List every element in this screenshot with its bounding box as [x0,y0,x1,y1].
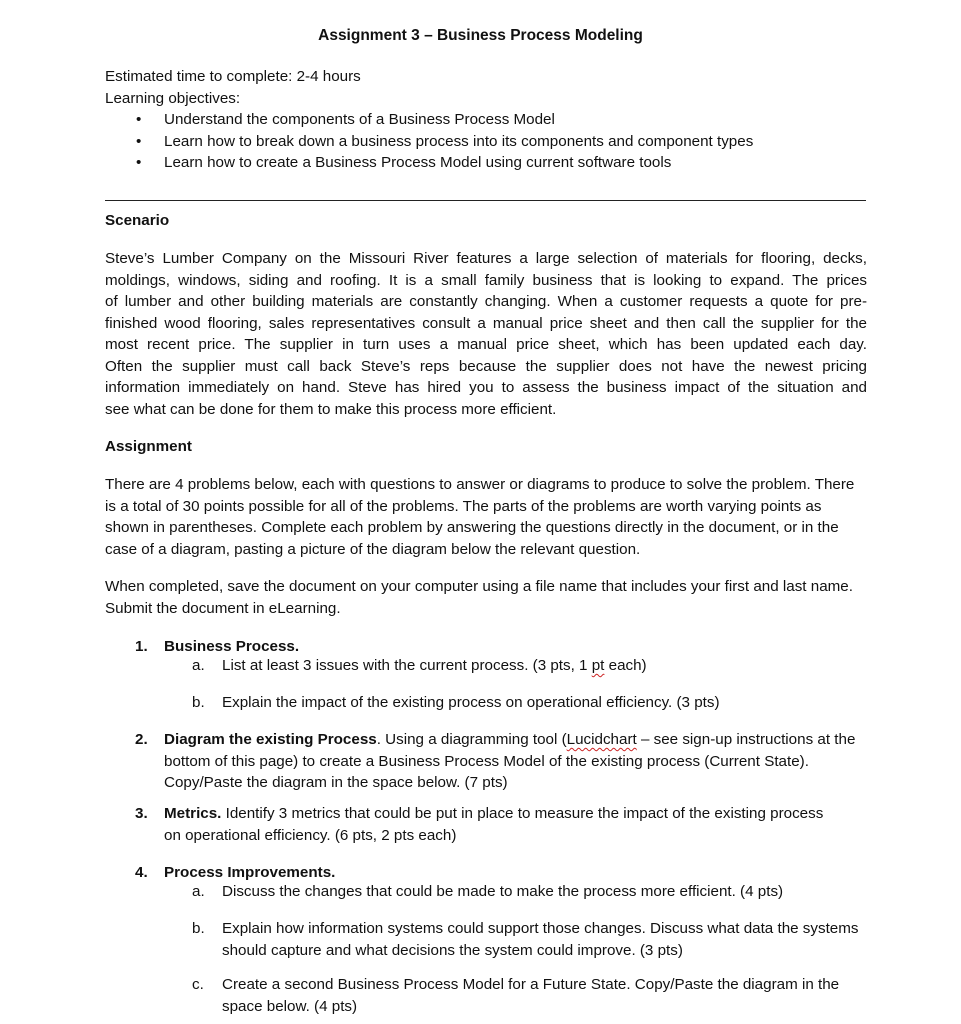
objective-item: • Learn how to create a Business Process Model using current software tools [105,152,865,174]
problem-1b: b. Explain the impact of the existing process on operational efficiency. (3 pts) [192,692,872,714]
scenario-heading: Scenario [105,212,170,229]
sub-label: b. [192,694,205,711]
problem-2: 2. Diagram the existing Process. Using a diagramming tool (Lucidchart – see sign-up instructions at the bottom of this page) to create a Business Process Model of the existing process (Current State). Copy/Paste the diagram in the space below. (7 pts) [135,731,856,791]
problem-number: 3. [135,805,148,822]
bullet-icon: • [136,132,142,150]
assignment-paragraph-1: There are 4 problems below, each with questions to answer or diagrams to produce to solve the problem. There is a total of 30 points possible for all of the problems. The parts of the problems are worth varying points as shown in parentheses. Complete each problem by answering the questions directly in the document, or in the case of a diagram, pasting a picture of the diagram below the relevant question. [105,476,855,558]
problem-title: Business Process. [164,638,300,655]
scenario-line: most recent price. The supplier in turn uses a manual price sheet, which has been updated each day. [105,336,867,353]
bullet-icon: • [136,154,142,171]
objective-item: • Learn how to break down a business process into its components and component types [105,131,865,153]
scenario-line: Often the supplier must call back Steve’s reps because the supplier does not have the newest pricing [105,357,867,375]
sub-label: a. [192,657,205,674]
bullet-icon: • [136,111,142,128]
spellcheck-word: pt [591,657,605,674]
sub-label: b. [192,920,205,937]
scenario-line: finished wood flooring, sales representatives consult a manual price sheet and then call the supplier for the [105,314,867,332]
objectives-list [105,109,865,174]
scenario-line: Steve’s Lumber Company on the Missouri River features a large selection of materials for flooring, decks, [105,250,867,267]
problem-4b: b. Explain how information systems could support those changes. Discuss what data the systems should capture and what decisions the system could improve. (3 pts) [192,920,859,959]
scenario-line: of lumber and other building materials are constantly changing. When a customer requests a quote for pre- [105,293,867,310]
scenario-line: moldings, windows, siding and roofing. It is a small family business that is looking to expand. The prices [105,271,867,289]
objective-item: • Understand the components of a Business Process Model [105,109,865,131]
document-title: Assignment 3 – Business Process Modeling [318,27,643,44]
problem-title: Diagram the existing Process [164,731,377,748]
problem-number: 4. [135,864,148,881]
problem-number: 2. [135,731,148,748]
estimated-time: Estimated time to complete: 2-4 hours [105,68,361,85]
objectives-label: Learning objectives: [105,89,241,107]
problem-3: 3. Metrics. Identify 3 metrics that could be put in place to measure the impact of the existing process on operational efficiency. (6 pts, 2 pts each) [135,805,824,844]
sub-label: c. [192,976,204,993]
scenario-line: information immediately on hand. Steve has hired you to assess the business impact of the situation and [105,379,867,396]
spellcheck-word: Lucidchart [566,731,637,748]
scenario-line: see what can be done for them to make this process more efficient. [105,400,557,418]
problem-4a: a. Discuss the changes that could be made to make the process more efficient. (4 pts) [192,881,872,903]
problem-number: 1. [135,638,148,655]
problem-title: Metrics. [164,805,222,822]
problem-4c: c. Create a second Business Process Model for a Future State. Copy/Paste the diagram in the space below. (4 pts) [192,976,840,1015]
assignment-heading: Assignment [105,438,192,455]
sub-label: a. [192,883,205,900]
scenario-paragraph [105,248,867,420]
problem-1a: a. List at least 3 issues with the current process. (3 pts, 1 pt each) [192,655,872,677]
assignment-paragraph-2: When completed, save the document on your computer using a file name that includes your first and last name. Submit the document in eLearning. [105,578,853,617]
intro-section [105,66,865,174]
section-divider [105,200,866,201]
problem-title: Process Improvements. [164,864,336,881]
